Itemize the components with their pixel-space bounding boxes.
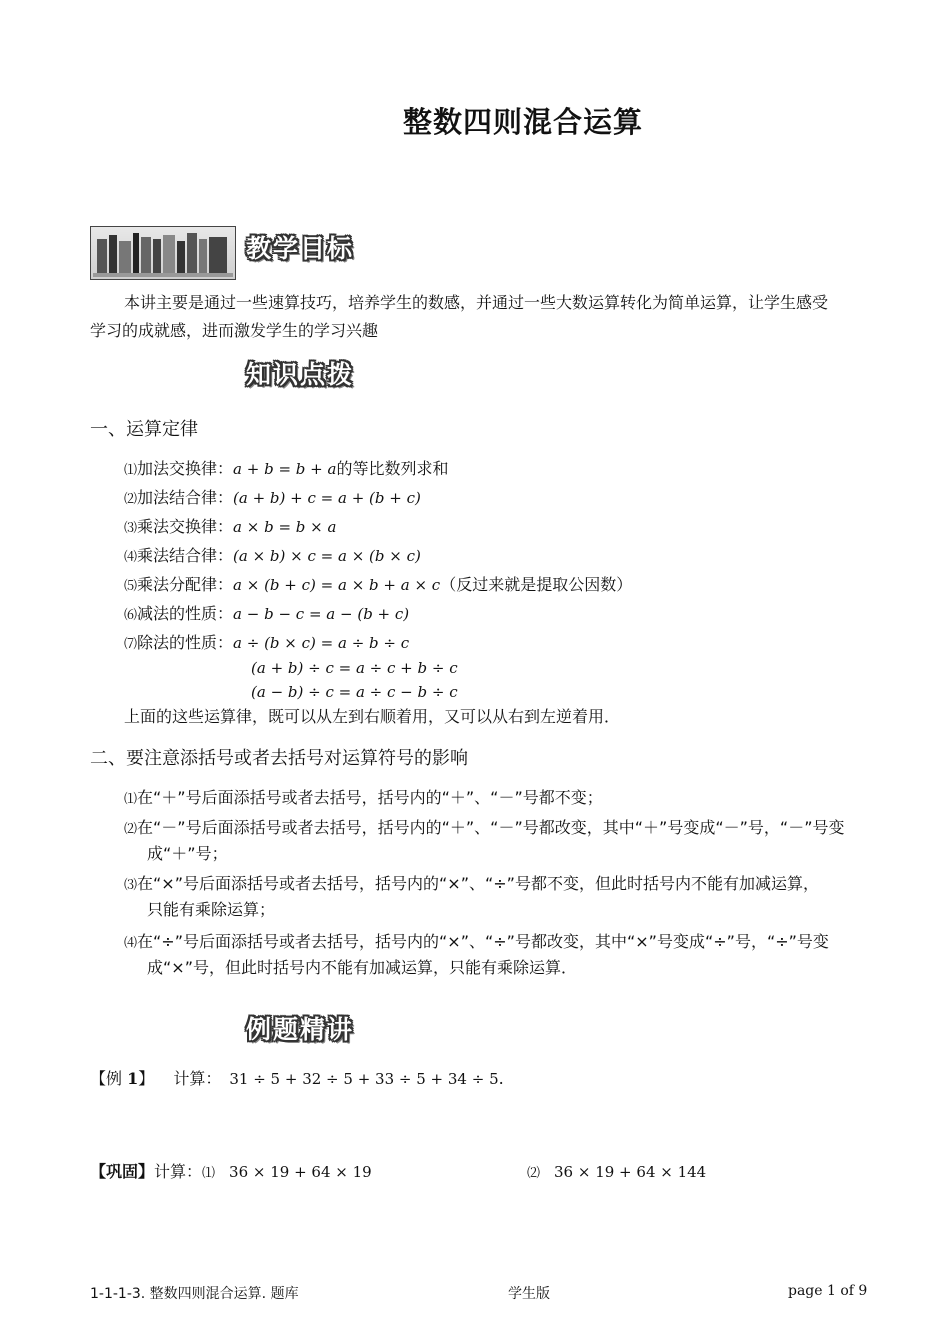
example-tag-close: 】: [138, 1069, 155, 1088]
law-num: ⑷: [124, 550, 138, 565]
law-7: [124, 630, 409, 658]
law-formula: a × (b + c) = a × b + a × c: [233, 576, 441, 594]
law-3: [124, 514, 336, 542]
footer-page: page 1 of 9: [788, 1283, 868, 1299]
law-label: 乘法结合律：: [137, 546, 234, 565]
bookshelf-image: [90, 226, 236, 280]
law-label: 乘法分配律：: [137, 575, 234, 594]
law-label: 加法结合律：: [137, 488, 234, 507]
law-label: 乘法交换律：: [137, 517, 234, 536]
knowledge-title: 知识点拨: [246, 360, 355, 389]
teaching-goal-line1: 本讲主要是通过一些速算技巧，培养学生的数感，并通过一些大数运算转化为简单运算，让学生感受: [124, 293, 829, 312]
example-prompt: 计算：: [173, 1069, 222, 1088]
rule-1: [124, 785, 603, 813]
example-expr: 31 ÷ 5 + 32 ÷ 5 + 33 ÷ 5 + 34 ÷ 5: [229, 1070, 499, 1088]
law-label: 除法的性质：: [137, 633, 234, 652]
footer-left: 1-1-1-3. 整数四则混合运算. 题库: [90, 1286, 299, 1302]
rule-text: 在“×”号后面添括号或者去括号，括号内的“×”、“÷”号都不变，但此时括号内不能有加减运算，: [137, 874, 819, 893]
example-tag-open: 【例: [90, 1069, 128, 1088]
example-end: .: [498, 1069, 504, 1088]
rule-4-line2: 成“×”号，但此时括号内不能有加减运算，只能有乘除运算．: [147, 958, 577, 977]
law-suffix: （反过来就是提取公因数）: [440, 575, 633, 594]
law-num: ⑺: [124, 637, 138, 652]
consolidate-row-2: [527, 1159, 706, 1187]
teaching-goal-line2: 学习的成就感，进而激发学生的学习兴趣: [90, 321, 379, 340]
part1-heading: 一、运算定律: [90, 419, 198, 440]
law-num: ⑶: [124, 521, 138, 536]
example-tag-num: 1: [127, 1069, 139, 1088]
law-formula: a − b − c = a − (b + c): [233, 605, 410, 623]
page-title: 整数四则混合运算: [402, 105, 643, 139]
rule-num: ⑶: [124, 878, 138, 893]
consolidate-row: [90, 1159, 372, 1187]
law-num: ⑵: [124, 492, 138, 507]
rule-2: [124, 815, 845, 843]
law-num: ⑴: [124, 463, 138, 478]
consolidate-prompt: 计算：: [154, 1162, 203, 1181]
law-2: [124, 485, 421, 513]
law-formula: (a × b) × c = a × (b × c): [233, 547, 421, 565]
rule-2-line2: 成“＋”号；: [147, 844, 228, 863]
footer-center: 学生版: [508, 1286, 550, 1302]
law-formula: a × b = b × a: [233, 518, 337, 536]
rule-3-line2: 只能有乘除运算；: [147, 900, 276, 919]
consolidate-num1: ⑴: [202, 1166, 216, 1181]
rule-text: 在“＋”号后面添括号或者去括号，括号内的“＋”、“－”号都不变；: [137, 788, 603, 807]
rule-num: ⑷: [124, 936, 138, 951]
rule-num: ⑴: [124, 792, 138, 807]
books-icon: [91, 227, 235, 279]
law-num: ⑸: [124, 579, 138, 594]
extra-formula-1: (a + b) ÷ c = a ÷ c + b ÷ c: [251, 659, 458, 677]
consolidate-expr1: 36 × 19 + 64 × 19: [229, 1163, 372, 1181]
examples-title: 例题精讲: [246, 1015, 355, 1044]
law-formula: (a + b) + c = a + (b + c): [233, 489, 421, 507]
law-num: ⑹: [124, 608, 138, 623]
rule-text: 在“－”号后面添括号或者去括号，括号内的“＋”、“－”号都改变，其中“＋”号变成“－”号，“－”号变: [137, 818, 845, 837]
rule-num: ⑵: [124, 822, 138, 837]
law-formula: a + b = b + a: [233, 460, 337, 478]
consolidate-tag: 【巩固】: [90, 1162, 155, 1181]
teaching-goal-title: 教学目标: [246, 234, 355, 263]
law-5: [124, 572, 632, 600]
law-formula: a ÷ (b × c) = a ÷ b ÷ c: [233, 634, 410, 652]
consolidate-num2: ⑵: [527, 1166, 541, 1181]
law-4: [124, 543, 421, 571]
law-6: [124, 601, 409, 629]
rule-3: [124, 871, 819, 899]
part1-closing: 上面的这些运算律，既可以从左到右顺着用，又可以从右到左逆着用．: [124, 707, 621, 726]
law-suffix: 的等比数列求和: [336, 459, 449, 478]
rule-4: [124, 929, 829, 957]
example-1: [90, 1066, 504, 1092]
rule-text: 在“÷”号后面添括号或者去括号，括号内的“×”、“÷”号都改变，其中“×”号变成“÷”号，“÷”号变: [137, 932, 829, 951]
law-1: [124, 456, 448, 484]
consolidate-expr2: 36 × 19 + 64 × 144: [554, 1163, 707, 1181]
part2-heading: 二、要注意添括号或者去括号对运算符号的影响: [90, 748, 468, 769]
law-label: 加法交换律：: [137, 459, 234, 478]
law-label: 减法的性质：: [137, 604, 234, 623]
extra-formula-2: (a − b) ÷ c = a ÷ c − b ÷ c: [251, 683, 458, 701]
